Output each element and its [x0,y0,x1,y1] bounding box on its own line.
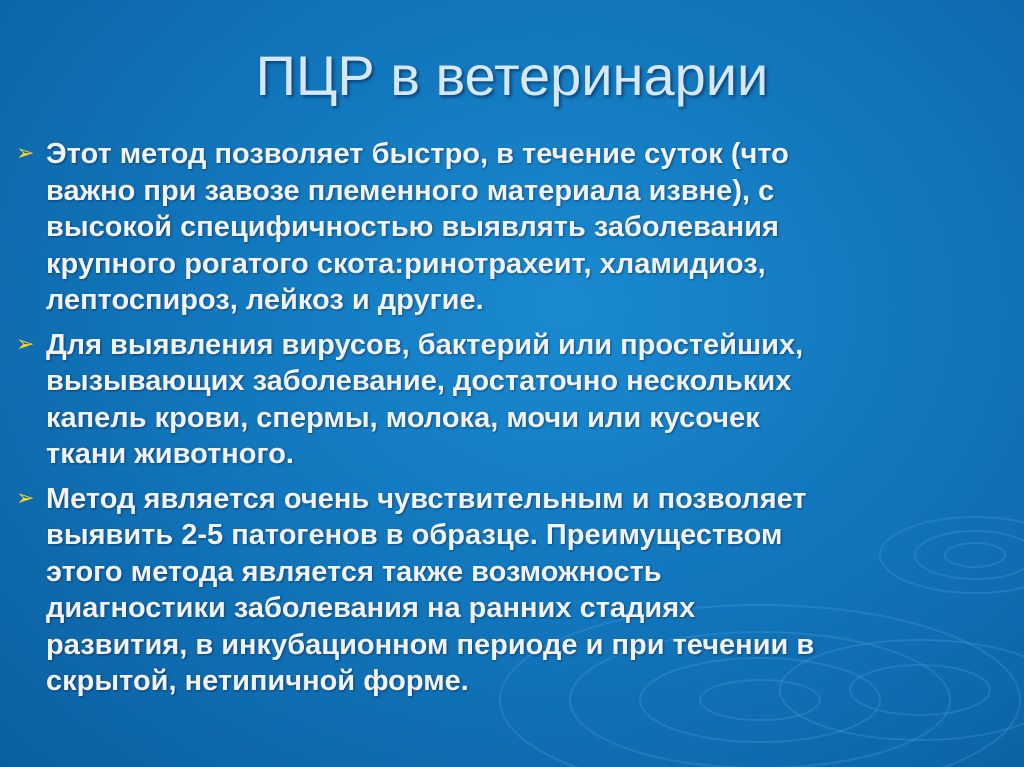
bullet-line: высокой специфичностью выявлять заболевания [46,211,779,243]
chevron-right-icon: ➢ [16,330,35,356]
bullet-line: крупного рогатого скота:ринотрахеит, хламидиоз, [46,247,766,280]
bullet-line: лептоспироз, лейкоз и другие. [46,284,484,316]
bullet-line: капель крови, спермы, молока, мочи или кусочек [46,401,760,434]
bullet-list [16,136,966,708]
bullet-line: диагностики заболевания на ранних стадиях [46,592,696,624]
bullet-line: Метод является очень чувствительным и позволяет [46,482,807,515]
bullet-line: важно при завозе племенного материала извне), с [46,174,775,207]
bullet-text [46,136,966,319]
bullet-text [46,327,966,473]
chevron-right-icon: ➢ [16,484,35,510]
bullet-line: Этот метод позволяет быстро, в течение суток (что [46,138,789,170]
bullet-line: скрытой, нетипичной форме. [46,665,469,697]
bullet-line: Для выявления вирусов, бактерий или простейших, [46,328,804,361]
bullet-line: выявить 2-5 патогенов в образце. Преимуществом [46,519,783,551]
bullet-item [16,481,966,700]
slide-title: ПЦР в ветеринарии [255,44,769,107]
bullet-text [46,481,966,700]
bullet-item [16,327,966,473]
chevron-right-icon: ➢ [16,140,35,165]
bullet-line: вызывающих заболевание, достаточно нескольких [46,365,792,397]
bullet-line: развития, в инкубационном периоде и при течении в [46,628,815,661]
bullet-item [16,136,966,319]
bullet-line: ткани животного. [46,438,294,470]
bullet-line: этого метода является также возможность [46,555,662,588]
